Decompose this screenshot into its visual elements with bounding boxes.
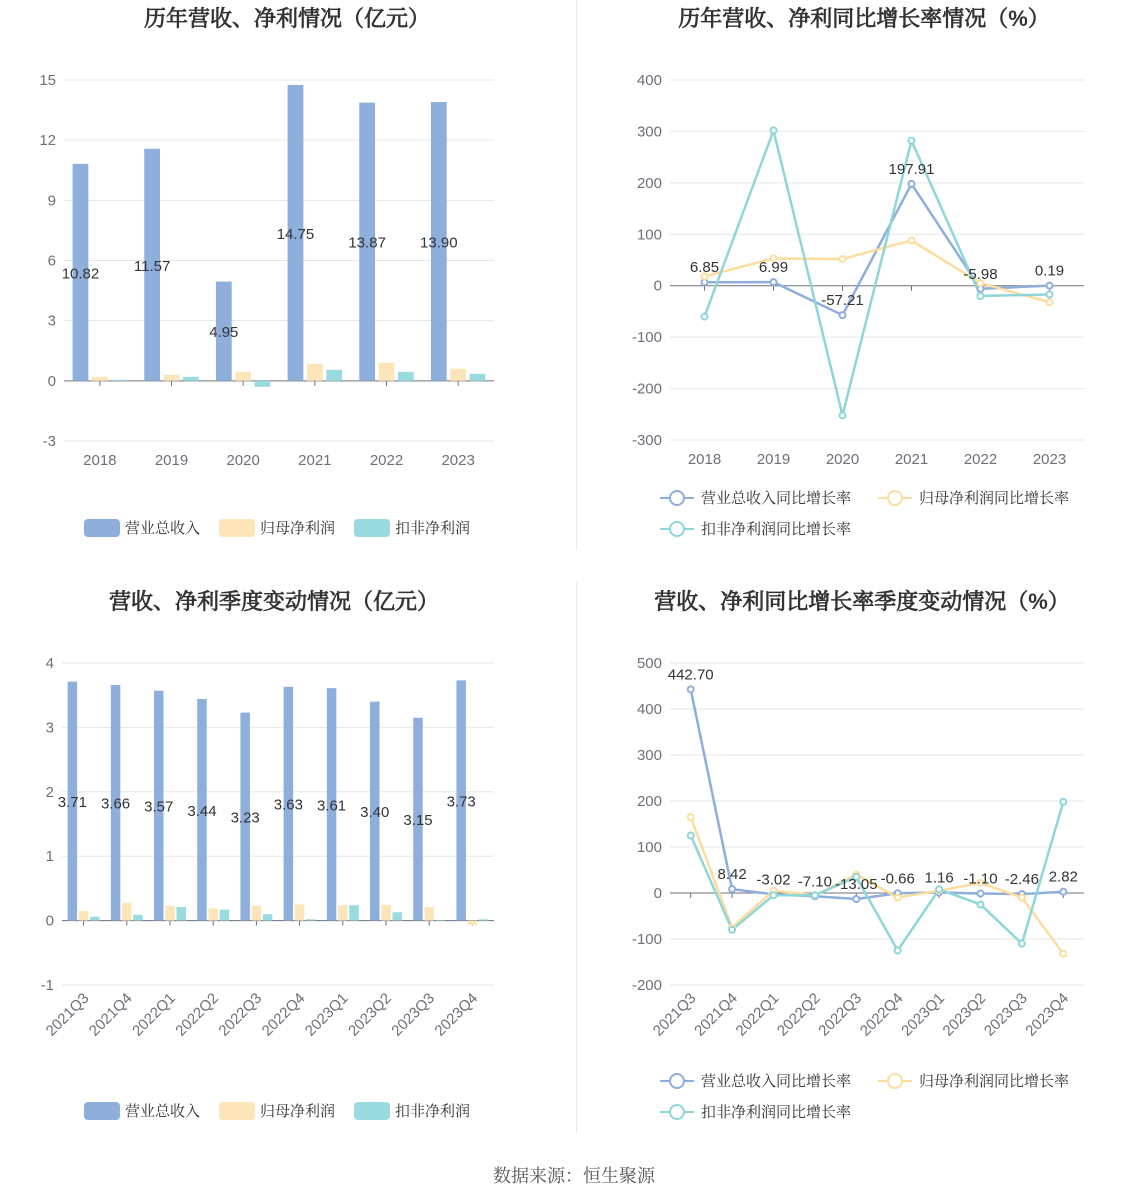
bar	[111, 380, 127, 381]
point-value-label: -1.10	[963, 870, 998, 888]
data-point	[840, 256, 846, 262]
chart-title: 历年营收、净利情况（亿元）	[143, 6, 431, 31]
x-tick-label: 2022Q1	[129, 989, 179, 1040]
bar	[479, 919, 489, 920]
data-point	[729, 886, 735, 892]
bar-value-label: 3.61	[316, 797, 347, 815]
annual-revenue-profit-chart	[0, 0, 574, 582]
y-tick-label: 0	[45, 912, 54, 930]
legend-label: 营业总收入同比增长率	[701, 490, 852, 507]
x-tick-label: 2022Q4	[856, 989, 907, 1040]
y-tick-label: -100	[631, 931, 662, 948]
bar-value-label: 3.63	[273, 796, 303, 814]
point-value-label: 1.16	[924, 869, 954, 887]
bar	[79, 911, 89, 921]
bar	[165, 906, 175, 921]
legend-marker	[670, 1074, 684, 1088]
data-point	[688, 814, 694, 820]
y-tick-label: 9	[47, 192, 56, 210]
data-point	[909, 237, 915, 243]
legend-item	[878, 1073, 1069, 1090]
legend-label: 营业总收入	[125, 520, 201, 537]
legend-marker	[670, 522, 684, 536]
x-tick-label: 2023	[1032, 451, 1067, 468]
x-tick-label: 2018	[83, 452, 117, 469]
x-tick-label: 2022Q3	[815, 989, 866, 1040]
bar	[392, 912, 402, 920]
legend-item	[219, 519, 335, 537]
annual-growth-panel	[574, 0, 1148, 582]
quarterly-revenue-profit-panel	[0, 582, 574, 1164]
point-value-label: -7.10	[797, 873, 833, 891]
legend-label: 扣非净利润同比增长率	[701, 521, 852, 538]
legend-label: 归母净利润	[260, 520, 336, 537]
bar-value-label: 3.57	[144, 798, 174, 816]
legend-item	[660, 489, 851, 507]
x-tick-label: 2021	[298, 452, 332, 469]
bar	[436, 920, 446, 921]
x-tick-label: 2021Q3	[42, 989, 93, 1040]
data-point	[1019, 895, 1025, 901]
legend-item	[878, 490, 1069, 507]
y-tick-label: 1	[45, 848, 54, 866]
y-tick-label: -100	[631, 329, 662, 347]
data-point	[771, 279, 777, 285]
bar	[122, 903, 132, 921]
legend-label: 扣非净利润同比增长率	[701, 1104, 852, 1121]
data-point	[840, 412, 846, 418]
x-tick-label: 2022Q1	[732, 989, 783, 1040]
legend-label: 归母净利润同比增长率	[919, 1073, 1070, 1090]
legend-label: 营业总收入同比增长率	[701, 1073, 852, 1090]
x-tick-label: 2023Q1	[898, 989, 948, 1040]
legend-label: 营业总收入	[125, 1103, 201, 1120]
point-value-label: 8.42	[717, 866, 747, 884]
x-tick-label: 2019	[154, 452, 189, 469]
data-point	[1047, 283, 1053, 289]
bar	[176, 907, 186, 921]
bar	[398, 372, 414, 381]
x-tick-label: 2023Q2	[345, 989, 395, 1040]
vertical-divider-bottom	[576, 582, 577, 1132]
bar-value-label: 11.57	[133, 257, 171, 275]
bar	[252, 906, 262, 921]
x-tick-label: 2021Q4	[85, 989, 136, 1040]
y-tick-label: 6	[47, 252, 56, 270]
y-tick-label: 500	[636, 655, 662, 672]
bar-value-label: 3.73	[446, 793, 476, 811]
bar-value-label: 3.66	[100, 795, 131, 813]
legend-item	[660, 1072, 851, 1090]
bar	[208, 908, 218, 920]
legend-item	[84, 1102, 200, 1120]
y-tick-label: 4	[45, 655, 54, 672]
data-point	[1047, 299, 1053, 305]
point-value-label: -57.21	[821, 292, 864, 310]
legend-marker	[888, 491, 902, 505]
data-point	[909, 181, 915, 187]
x-tick-label: 2022Q2	[773, 989, 824, 1040]
chart-title: 营收、净利季度变动情况（亿元）	[108, 589, 440, 614]
x-tick-label: 2022Q2	[172, 989, 223, 1040]
bar-value-label: 3.40	[360, 804, 390, 822]
bar-value-label: 3.71	[57, 794, 87, 812]
quarterly-revenue-profit-chart	[0, 582, 574, 1164]
bar	[92, 377, 108, 381]
data-point	[688, 686, 694, 692]
data-point	[1060, 889, 1066, 895]
bar	[450, 369, 466, 381]
bar	[90, 917, 100, 921]
legend-marker	[670, 1105, 684, 1119]
data-point	[909, 138, 915, 144]
data-point	[702, 314, 708, 320]
x-tick-label: 2022	[369, 452, 404, 469]
y-tick-label: 3	[45, 719, 54, 737]
y-tick-label: 100	[636, 839, 662, 856]
x-tick-label: 2023	[441, 452, 475, 469]
bar	[381, 905, 391, 920]
point-value-label: -0.66	[880, 870, 915, 888]
bar	[220, 910, 230, 921]
bar	[306, 919, 316, 920]
y-tick-label: 300	[636, 123, 662, 141]
data-point	[1060, 951, 1066, 957]
x-tick-label: 2021Q4	[691, 989, 741, 1040]
bar	[263, 914, 273, 920]
y-tick-label: -200	[631, 977, 662, 994]
y-tick-label: 15	[39, 72, 56, 89]
x-tick-label: 2022Q3	[215, 989, 266, 1040]
bar-value-label: 3.23	[230, 809, 260, 827]
legend-label: 扣非净利润	[395, 520, 471, 537]
bar	[338, 905, 348, 920]
quarterly-growth-panel	[574, 582, 1148, 1164]
data-point	[688, 833, 694, 839]
x-tick-label: 2023Q4	[1022, 989, 1073, 1040]
bar-value-label: 14.75	[276, 225, 315, 243]
y-tick-label: 12	[39, 132, 56, 150]
bar	[133, 915, 143, 921]
x-tick-label: 2023Q3	[980, 989, 1031, 1040]
x-tick-label: 2020	[825, 451, 860, 468]
bar	[255, 381, 271, 387]
data-point	[853, 896, 859, 902]
bar	[307, 364, 323, 381]
bar	[295, 905, 305, 921]
data-point	[1019, 941, 1025, 947]
legend-item	[660, 521, 851, 538]
bar-value-label: 13.90	[420, 234, 458, 252]
point-value-label: -3.02	[756, 871, 791, 889]
y-tick-label: 200	[636, 174, 662, 192]
y-tick-label: -300	[631, 432, 662, 449]
chart-title: 营收、净利同比增长率季度变动情况（%）	[654, 589, 1070, 614]
bar	[164, 375, 180, 381]
data-point	[1047, 291, 1053, 297]
x-tick-label: 2022	[963, 451, 998, 468]
x-tick-label: 2023Q2	[939, 989, 990, 1040]
x-tick-label: 2023Q3	[388, 989, 439, 1040]
y-tick-label: -3	[42, 433, 56, 450]
x-tick-label: 2021Q3	[649, 989, 700, 1040]
legend-label: 扣非净利润	[395, 1103, 471, 1120]
legend-swatch	[84, 519, 120, 537]
bar-value-label: 10.82	[61, 265, 100, 283]
x-tick-label: 2018	[687, 451, 722, 468]
point-value-label: -5.98	[963, 265, 998, 283]
data-point	[771, 127, 777, 133]
data-point	[978, 891, 984, 897]
y-tick-label: 400	[636, 701, 662, 718]
bar-value-label: 13.87	[348, 234, 386, 252]
legend-label: 归母净利润	[260, 1103, 336, 1120]
legend-marker	[670, 491, 684, 505]
bar	[468, 921, 478, 926]
y-tick-label: -1	[40, 977, 54, 994]
legend-swatch	[84, 1102, 120, 1120]
y-tick-label: 100	[636, 226, 662, 244]
data-point	[729, 927, 735, 933]
legend-item	[660, 1104, 851, 1121]
point-value-label: 6.99	[758, 259, 789, 277]
y-tick-label: 0	[653, 277, 662, 295]
annual-growth-chart	[574, 0, 1148, 582]
bar-value-label: 3.15	[403, 812, 433, 830]
bar	[235, 372, 251, 381]
data-point	[936, 886, 942, 892]
legend-marker	[888, 1074, 902, 1088]
y-tick-label: 300	[636, 747, 662, 764]
point-value-label: 2.82	[1048, 868, 1078, 886]
point-value-label: 6.85	[689, 259, 720, 277]
series-line	[705, 130, 1050, 415]
legend-swatch	[354, 519, 390, 537]
point-value-label: 197.91	[888, 160, 935, 178]
y-tick-label: 3	[47, 312, 56, 330]
point-value-label: 442.70	[667, 666, 714, 684]
quarterly-growth-chart	[574, 582, 1148, 1164]
data-point	[840, 312, 846, 318]
bar	[349, 905, 359, 920]
x-tick-label: 2023Q1	[301, 989, 352, 1040]
y-tick-label: 400	[636, 72, 662, 89]
bar	[379, 363, 395, 381]
series-line	[705, 240, 1050, 302]
data-point	[978, 293, 984, 299]
bar	[470, 374, 486, 381]
legend-item	[354, 1102, 470, 1120]
legend-swatch	[219, 1102, 255, 1120]
y-tick-label: 2	[45, 783, 54, 801]
legend-item	[354, 519, 470, 537]
bar	[424, 907, 434, 921]
data-point	[895, 895, 901, 901]
data-point	[771, 892, 777, 898]
x-tick-label: 2022Q4	[258, 989, 309, 1040]
point-value-label: -2.46	[1004, 871, 1040, 889]
legend-swatch	[219, 519, 255, 537]
legend-label: 归母净利润同比增长率	[919, 490, 1070, 507]
x-tick-label: 2020	[226, 452, 260, 469]
legend-item	[84, 519, 200, 537]
x-tick-label: 2023Q4	[431, 989, 482, 1040]
legend-swatch	[354, 1102, 390, 1120]
annual-revenue-profit-panel	[0, 0, 574, 582]
chart-title: 历年营收、净利同比增长率情况（%）	[678, 6, 1050, 31]
y-tick-label: 0	[653, 885, 662, 902]
legend-item	[219, 1102, 335, 1120]
point-value-label: 0.19	[1034, 262, 1065, 280]
y-tick-label: 200	[636, 793, 662, 810]
data-point	[812, 892, 818, 898]
bar	[183, 377, 199, 381]
bar-value-label: 4.95	[209, 324, 239, 342]
x-tick-label: 2021	[894, 451, 929, 468]
x-tick-label: 2019	[756, 451, 791, 468]
point-value-label: -13.05	[835, 876, 878, 894]
data-source: 数据来源：恒生聚源	[493, 1166, 655, 1186]
bar-value-label: 3.44	[187, 802, 217, 820]
data-point	[895, 948, 901, 954]
data-point	[1060, 799, 1066, 805]
vertical-divider-top	[576, 0, 577, 550]
data-point	[978, 902, 984, 908]
y-tick-label: 0	[47, 372, 56, 390]
y-tick-label: -200	[631, 380, 662, 398]
bar	[326, 370, 342, 381]
